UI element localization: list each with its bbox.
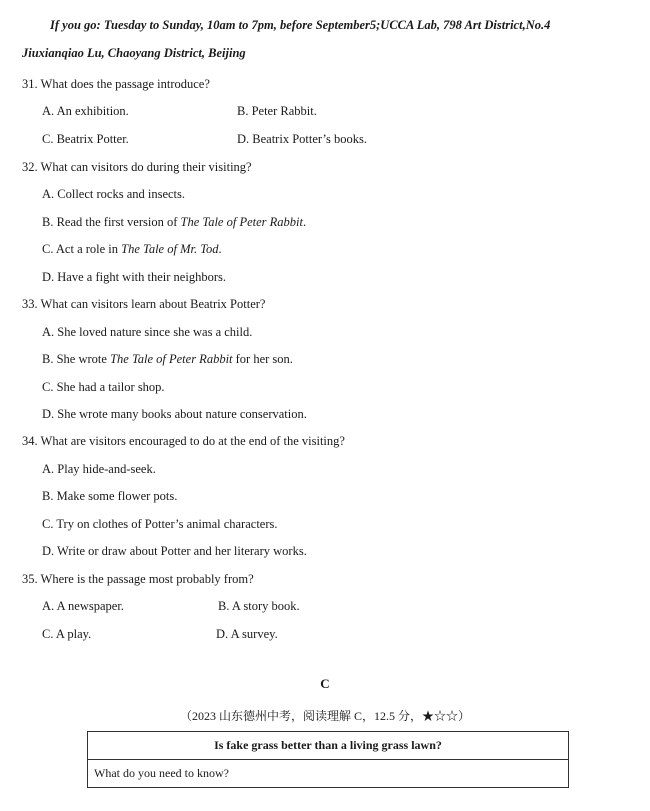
- question-32-stem: 32. What can visitors do during their visiting?: [22, 160, 252, 174]
- question-32-option-b: [42, 215, 306, 230]
- question-32-option-a: A. Collect rocks and insects.: [42, 187, 186, 201]
- question-35-stem: 35. Where is the passage most probably from?: [22, 572, 254, 586]
- question-31-option-d: D. Beatrix Potter’s books.: [237, 132, 367, 146]
- table-row: [88, 760, 569, 788]
- book-title: The Tale of Mr. Tod: [121, 242, 219, 256]
- exam-source-note: （2023 山东德州中考，阅读理解 C，12.5 分，★☆☆）: [179, 709, 470, 723]
- table-row: [88, 732, 569, 760]
- question-33-option-c: C. She had a tailor shop.: [42, 380, 165, 394]
- question-33-stem: 33. What can visitors learn about Beatrix Potter?: [22, 297, 266, 311]
- option-text: .: [218, 242, 222, 256]
- passage-table: [87, 731, 569, 788]
- question-34-option-d: D. Write or draw about Potter and her literary works.: [42, 544, 307, 558]
- table-title: Is fake grass better than a living grass lawn?: [88, 732, 569, 760]
- question-35-option-d: D. A survey.: [216, 627, 278, 641]
- option-text: C. Act a role in: [42, 242, 122, 256]
- question-35-option-a: A. A newspaper.: [42, 599, 124, 613]
- visit-info-line-1: If you go: Tuesday to Sunday, 10am to 7pm, before September5;UCCA Lab, 798 Art District,No.4: [50, 18, 551, 32]
- question-34-option-b: B. Make some flower pots.: [42, 489, 178, 503]
- question-32-option-d: D. Have a fight with their neighbors.: [42, 270, 226, 284]
- book-title: The Tale of Peter Rabbit: [180, 215, 303, 229]
- question-31-option-a: A. An exhibition.: [42, 104, 129, 118]
- book-title: The Tale of Peter Rabbit: [110, 352, 233, 366]
- question-33-option-b: [42, 352, 293, 367]
- section-letter: C: [320, 676, 330, 691]
- option-text: .: [302, 215, 307, 229]
- question-35-option-b: B. A story book.: [218, 599, 300, 613]
- question-33-option-a: A. She loved nature since she was a child.: [42, 325, 253, 339]
- question-34-option-a: A. Play hide-and-seek.: [42, 462, 156, 476]
- question-33-option-d: D. She wrote many books about nature conservation.: [42, 407, 307, 421]
- visit-info-line-2: Jiuxianqiao Lu, Chaoyang District, Beijing: [22, 46, 246, 60]
- question-35-option-c: C. A play.: [42, 627, 92, 641]
- option-text: B. Read the first version of: [42, 215, 181, 229]
- question-34-option-c: C. Try on clothes of Potter’s animal characters.: [42, 517, 278, 531]
- option-text: B. She wrote: [42, 352, 111, 366]
- option-text: for her son.: [232, 352, 293, 366]
- question-31-stem: 31. What does the passage introduce?: [22, 77, 210, 91]
- table-cell: What do you need to know?: [88, 760, 569, 788]
- question-34-stem: 34. What are visitors encouraged to do at the end of the visiting?: [22, 434, 345, 448]
- question-31-option-b: B. Peter Rabbit.: [237, 104, 317, 118]
- question-31-option-c: C. Beatrix Potter.: [42, 132, 129, 146]
- question-32-option-c: [42, 242, 222, 257]
